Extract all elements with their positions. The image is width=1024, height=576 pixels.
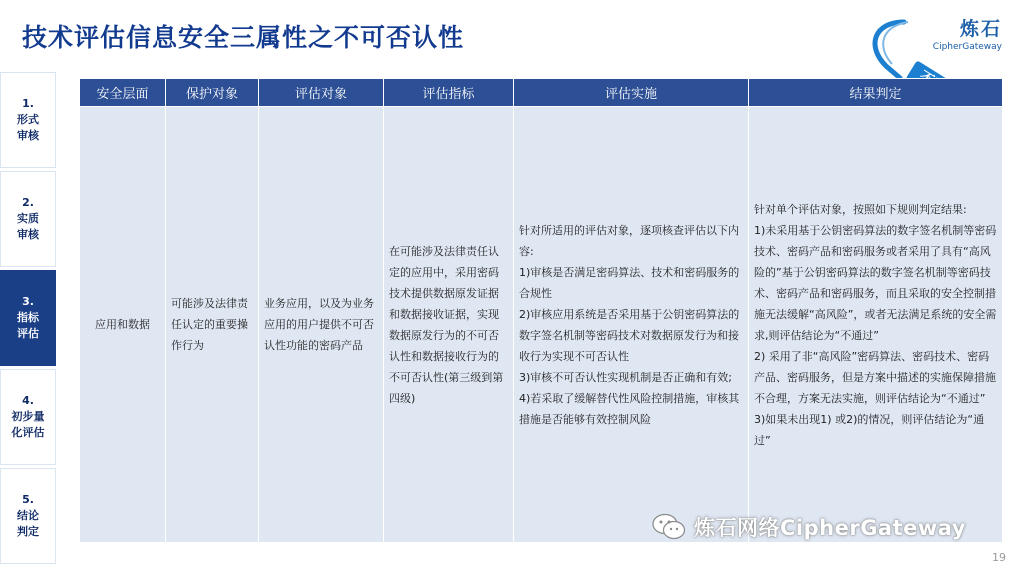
header-assessment-implementation: 评估实施 [514, 79, 749, 107]
nav-step-label: 2. 实质 审核 [17, 196, 39, 241]
nav-step-label: 3. 指标 评估 [17, 295, 39, 340]
nav-step-4[interactable] [0, 369, 56, 465]
cell-security-layer: 应用和数据 [80, 107, 166, 543]
step-nav [0, 72, 56, 567]
nav-step-1[interactable] [0, 72, 56, 168]
header-assessment-object: 评估对象 [259, 79, 384, 107]
nav-step-label: 1. 形式 审核 [17, 97, 39, 142]
nav-step-2[interactable] [0, 171, 56, 267]
wechat-icon [652, 513, 686, 541]
header-assessment-indicator: 评估指标 [384, 79, 514, 107]
cell-assessment-implementation: 针对所适用的评估对象，逐项核查评估以下内容: 1)审核是否满足密码算法、技术和密码服务的合规性 2)审核应用系统是否采用基于公钥密码算法的数字签名机制等密码技术对数据原发行为和接收行为实现不可否认性 3)审核不可否认性实现机制是否正确和有效; 4)若采取了缓解替代性风险控制措施，审核其措施是否能够有效控制风险 [514, 107, 749, 543]
nav-step-3[interactable] [0, 270, 56, 366]
watermark-text: 炼石网络CipherGateway [694, 516, 966, 540]
page-title: 技术评估信息安全三属性之不可否认性 [22, 23, 465, 52]
page-number: 19 [992, 551, 1006, 564]
header-protection-object: 保护对象 [166, 79, 259, 107]
table-row [80, 107, 1003, 543]
cell-assessment-indicator: 在可能涉及法律责任认定的应用中，采用密码技术提供数据原发证据和数据接收证据，实现数据原发行为的不可否认性和数据接收行为的不可否认性(第三级到第四级) [384, 107, 514, 543]
table-header-row [80, 79, 1003, 107]
logo-main-text: 炼石 [959, 18, 1002, 40]
brand-logo [922, 14, 1002, 52]
logo-sub-text: CipherGateway [932, 42, 1002, 52]
cell-assessment-object: 业务应用，以及为业务应用的用户提供不可否认性功能的密码产品 [259, 107, 384, 543]
cell-protection-object: 可能涉及法律责任认定的重要操作行为 [166, 107, 259, 543]
nav-step-label: 5. 结论 判定 [17, 493, 39, 538]
wechat-watermark [652, 512, 966, 542]
cell-result-judgement: 针对单个评估对象，按照如下规则判定结果: 1)未采用基于公钥密码算法的数字签名机制等密码技术、密码产品和密码服务或者采用了具有“高风险的”基于公钥密码算法的数字签名机制等密码技术、密码产品和密码服务，而且采取的安全控制措施无法缓解“高风险”，或者无法满足系统的安全需求,则评估结论为“不通过” 2) 采用了非“高风险”密码算法、密码技术、密码产品、密码服务，但是方案中描述的实施保障措施不合理，方案无法实施，则评估结论为“不通过” 3)如果未出现1) 或2)的情况，则评估结论为“通过” [749, 107, 1003, 543]
nav-step-5[interactable] [0, 468, 56, 564]
assessment-table [79, 78, 1003, 543]
header-security-layer: 安全层面 [80, 79, 166, 107]
nav-step-label: 4. 初步量 化评估 [11, 394, 45, 439]
header-result-judgement: 结果判定 [749, 79, 1003, 107]
